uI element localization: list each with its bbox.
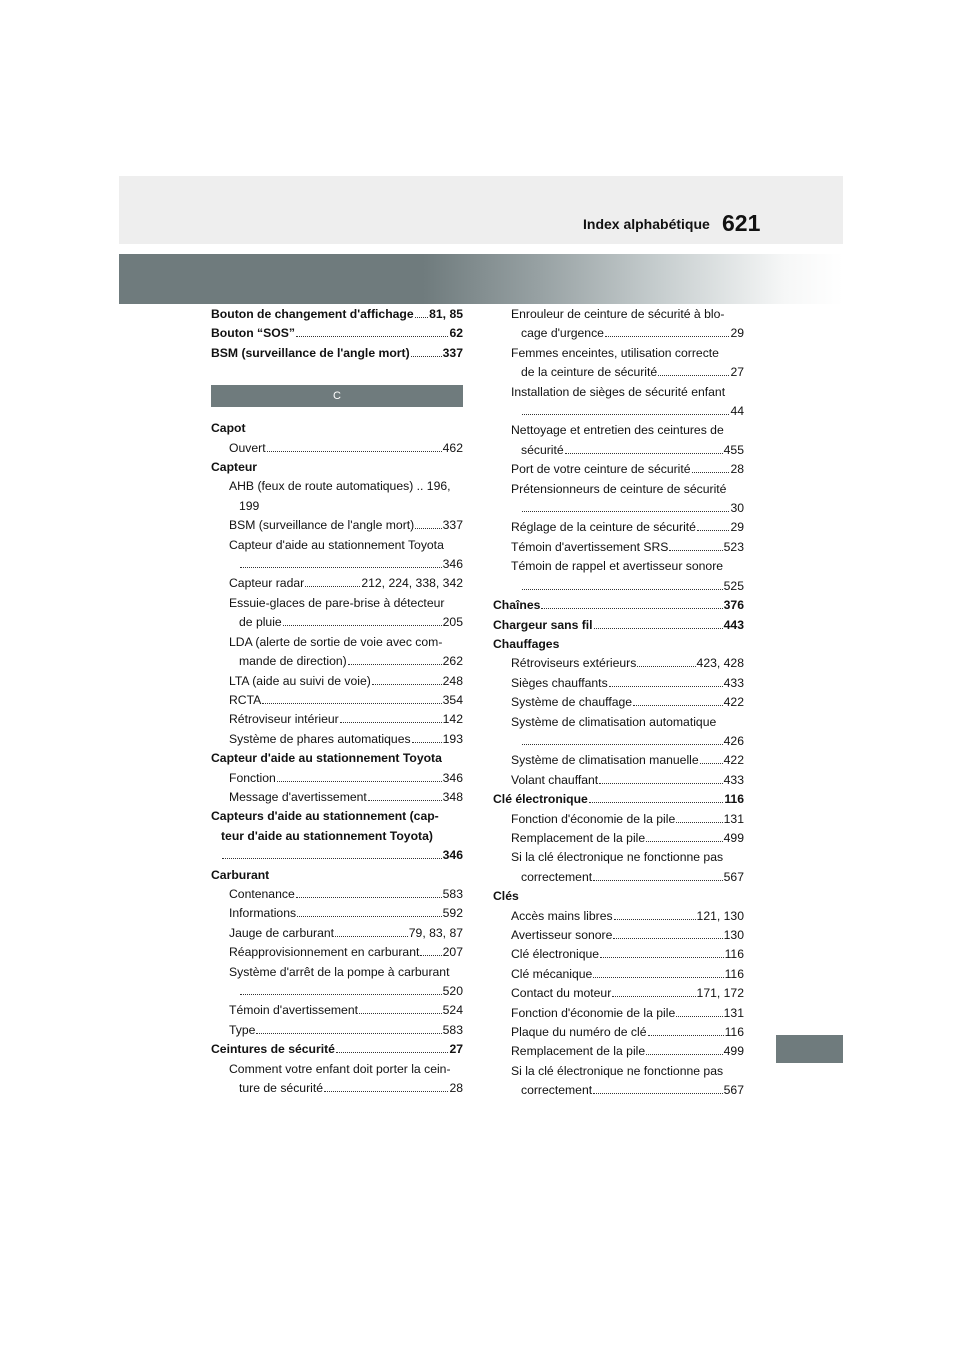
index-entry-continued: ture de sécurité 28	[239, 1081, 463, 1096]
index-entry: Réapprovisionnement en carburant 207	[229, 945, 463, 960]
index-heading: Ceintures de sécurité 27	[211, 1042, 463, 1057]
index-entry: Système de climatisation manuelle 422	[511, 753, 744, 768]
index-entry-continued: correctement 567	[521, 869, 744, 884]
index-entry: Témoin d'avertissement SRS 523	[511, 539, 744, 554]
index-entry: Sièges chauffants 433	[511, 675, 744, 690]
section-title: Index alphabétique	[583, 216, 710, 232]
index-entry: Si la clé électronique ne fonctionne pas	[511, 850, 724, 865]
index-entry: Bouton de changement d'affichage 81, 85	[211, 307, 463, 321]
index-entry: Fonction d'économie de la pile 131	[511, 811, 744, 826]
index-column-right	[493, 305, 744, 1101]
index-entry: Capteur d'aide au stationnement Toyota	[229, 537, 444, 552]
index-entry: Femmes enceintes, utilisation correcte	[511, 345, 719, 360]
index-heading: Clés	[493, 889, 519, 904]
index-entry: AHB (feux de route automatiques) .. 196,	[229, 479, 451, 494]
index-entry: Prétensionneurs de ceinture de sécurité	[511, 481, 727, 496]
index-heading: Carburant	[211, 867, 270, 882]
index-heading: Chaînes 376	[493, 598, 744, 613]
index-entry-continued: 426	[493, 732, 744, 751]
decorative-gradient-band	[119, 254, 843, 304]
index-entry: Volant chauffant 433	[511, 772, 744, 787]
index-entry: Clé électronique 116	[511, 947, 744, 962]
index-entry: Bouton “SOS” 62	[211, 326, 463, 341]
index-heading: Capteur	[211, 460, 258, 475]
index-entry: Clé mécanique 116	[511, 966, 744, 981]
index-entry: RCTA 354	[229, 692, 463, 707]
index-entry: Accès mains libres 121, 130	[511, 908, 744, 923]
index-entry: Capteur radar 212, 224, 338, 342	[229, 576, 463, 591]
index-heading-continued: teur d'aide au stationnement Toyota)	[221, 828, 433, 843]
chapter-thumb-tab	[776, 1035, 843, 1063]
index-entry: Enrouleur de ceinture de sécurité à blo-	[511, 307, 725, 321]
index-entry: Remplacement de la pile 499	[511, 830, 744, 845]
index-entry-continued: de la ceinture de sécurité 27	[521, 365, 744, 380]
index-entry-continued: cage d'urgence 29	[521, 326, 744, 341]
index-heading-continued: 346	[211, 846, 463, 865]
index-entry: Contact du moteur 171, 172	[511, 986, 744, 1001]
index-heading: Clé électronique 116	[493, 792, 744, 807]
index-entry: Type 583	[229, 1022, 463, 1037]
index-entry-continued: 346	[211, 555, 463, 574]
index-entry-continued: correctement 567	[521, 1083, 744, 1098]
index-entry-continued: 44	[493, 402, 744, 421]
index-entry: Avertisseur sonore 130	[511, 928, 744, 942]
index-entry: Contenance 583	[229, 886, 463, 901]
index-entry: Essuie-glaces de pare-brise à détecteur	[229, 595, 445, 610]
index-entry-continued: 199	[239, 498, 260, 513]
index-entry: Si la clé électronique ne fonctionne pas	[511, 1063, 724, 1078]
index-entry: Jauge de carburant 79, 83, 87	[229, 925, 463, 940]
index-entry-continued: mande de direction) 262	[239, 654, 463, 669]
index-entry: Fonction d'économie de la pile 131	[511, 1005, 744, 1020]
index-entry: Système d'arrêt de la pompe à carburant	[229, 964, 450, 979]
index-entry: Fonction 346	[229, 770, 463, 785]
index-entry: Rétroviseurs extérieurs 423, 428	[511, 656, 744, 671]
index-entry: Témoin d'avertissement 524	[229, 1003, 463, 1018]
index-column-left	[211, 305, 463, 1098]
index-entry: LDA (alerte de sortie de voie avec com-	[229, 634, 443, 649]
index-entry: Remplacement de la pile 499	[511, 1044, 744, 1059]
index-entry: LTA (aide au suivi de voie) 248	[229, 673, 463, 688]
index-entry-continued: de pluie 205	[239, 615, 463, 630]
index-heading: Chauffages	[493, 636, 560, 651]
index-entry: Informations 592	[229, 906, 463, 921]
index-heading: Chargeur sans fil 443	[493, 617, 744, 632]
index-entry-continued: sécurité 455	[521, 442, 744, 457]
page-number: 621	[722, 210, 761, 236]
index-entry: Réglage de la ceinture de sécurité 29	[511, 520, 744, 535]
index-entry-continued: 30	[493, 499, 744, 518]
index-entry: BSM (surveillance de l'angle mort) 337	[229, 518, 463, 533]
index-entry: Système de chauffage 422	[511, 695, 744, 710]
index-entry: Installation de sièges de sécurité enfant	[511, 384, 726, 399]
index-entry: Comment votre enfant doit porter la cein-	[229, 1061, 451, 1076]
index-entry: Message d'avertissement 348	[229, 789, 463, 804]
index-heading: Capteur d'aide au stationnement Toyota	[211, 751, 442, 766]
index-entry: Témoin de rappel et avertisseur sonore	[511, 559, 724, 574]
index-heading: Capteurs d'aide au stationnement (cap-	[211, 809, 439, 824]
index-entry-continued: 520	[211, 982, 463, 1001]
index-heading: Capot	[211, 421, 246, 436]
index-entry: Rétroviseur intérieur 142	[229, 712, 463, 727]
section-letter-bar: C	[211, 385, 463, 407]
index-entry-continued: 525	[493, 577, 744, 596]
index-entry: Port de votre ceinture de sécurité 28	[511, 462, 744, 477]
index-entry: Système de climatisation automatique	[511, 714, 717, 729]
index-entry: Nettoyage et entretien des ceintures de	[511, 423, 724, 438]
index-entry: Plaque du numéro de clé 116	[511, 1025, 744, 1040]
index-entry: BSM (surveillance de l'angle mort) 337	[211, 345, 463, 360]
index-entry: Système de phares automatiques 193	[229, 731, 463, 746]
index-entry: Ouvert 462	[229, 440, 463, 455]
